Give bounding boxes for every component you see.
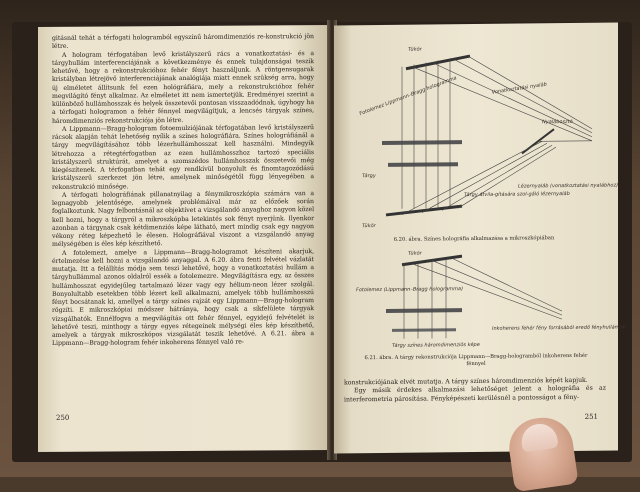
fig2-label: Tárgy színes háromdimenziós képe (392, 341, 480, 349)
page-number-right: 251 (584, 412, 598, 421)
paragraph: A fotolemezt, amelye a Lippmann—Bragg-hologramot készíteni akarjuk, értelmezése kell hozni a vizsgálandó anyaggal. A 6.20. ábra fenti felvétel vázlatát mutatja. Itt a felállítás módja sem teszi lehetővé, hogy a vonatkoztatási hullám a tárgyhullámmal azonos oldalról essék a fotolemezre. Megvilágításra egy, az összes hullámhosszat egyidejűleg tartalmazó lézer vagy egy hélium-neon lézer szolgál. Bonyolultabb esetekben több lézert kell alkalmazni, amelyek több hullámhosszú fényt bocsátanak ki, amellyel a tárgy színes rajzát egy Lippmann—Bragg-hologram rögzíti. E mikroszkópiai módszer hátránya, hogy csak a síkfelülete tárgyak vizsgálhatók. Ennélfogva a megvilágítás ott fehér fénnyel, egyidejű felvételét is lehetővé teszi, minthogy a tárgy egyes rétegeinek mélységi éles kép készíthető, amelyek a tárgyak mikroszkópos vizsgálatát teszik lehetővé. A 6.21. ábra a Lippmann—Bragg-hologram fehér inkoherens fénnyel való re- (52, 247, 314, 348)
fig2-label: Fotolemez (Lippmann–Bragg hologramma) (356, 286, 464, 294)
fig1-label: Tükör (362, 223, 376, 230)
fig1-label: Nyalábosztó (542, 118, 573, 126)
paragraph: gitásnál tehát a térfogati hologramból egyszínű háromdimenziós re-konstrukció jön létre. (52, 33, 314, 51)
figure-6-20 (342, 37, 619, 236)
page-number-left: 250 (56, 413, 70, 422)
fig1-label: Fotolemez Lippmann–Bragg hologramma (358, 75, 458, 118)
fig1-label: Tárgy átvila-gítására szol-gáló lézernyaláb (464, 191, 570, 199)
paragraph: konstrukciójának elvét mutatja. A tárgy színes háromdimenziós képét kapjuk. (344, 376, 588, 387)
figure-6-21 (342, 249, 626, 352)
fig1-label: Vonatkoztatási nyaláb (491, 81, 548, 96)
left-page-text (52, 33, 314, 348)
figure-caption: 6.21. ábra. A tárgy rekonstrukciója Lippmann—Bragg-hologramból inkoherens fehér fénnyel (364, 352, 588, 367)
left-page (38, 25, 331, 452)
paragraph: Egy másik érdekes alkalmazási lehetőséget jelent a holográfia és az interferometria párosítása. Fényképészeti kerülésnél a pontosságot a fény- (344, 384, 606, 403)
fig1-label: Lézernyaláb (vonatkoztatási nyalábhoz) (518, 182, 619, 190)
fig2-label: Inkoherens fehér fény forrásából eredő fényhullámok (492, 324, 626, 332)
fig1-label: Tükör (408, 46, 422, 53)
holography-setup-diagram (342, 37, 619, 236)
reconstruction-diagram (342, 249, 626, 352)
paragraph: A hologram térfogatában levő kristályszerű rács a vonatkoztatási- és a tárgyhullám interferenciájának a következménye és ennek tulajdonságai teszik lehetővé, hogy a rekonstrukcióhoz fehér fényt használjunk. A röntgensugarak kristályban létrejövő interferenciájának analógiája miatt ennek szükség arra, hogy új elméletet állítsunk fel ezen hológráfiára, mely a rekonstrukcióhoz fehér megvilágító fényt alkalmaz. Az elméletet itt nem ismertetjük. Eredményei szerint a különböző hullámhosszak és helyek összetevői pontosan visszaadódnak, úgyhogy ha a térfogati hologramon a fehér fénnyel megvilágítjuk, a lencsés tárgyak színes, háromdimenziós rekonstrukciója jön létre. (52, 49, 314, 125)
paragraph: A Lippmann—Bragg-hologram fotoemulziójának térfogatában levő kristályszerű rácsok alapján tehát lehetőség nyílik a színes holográfiára. Színes holográfiánál a tárgy megvilágításához több lézerhullámhosszat kell használni. Mindegyik létrehozza a rétegtérfogatban az ezen hullámhosszhoz tartozó speciális kristályszerű struktúrát, amelyet a szomszédos hullámhosszak összetevői még kiegészítenek. A térfogatban tehát egy rendkívül bonyolult és finomtagozódású kristályszerű szerkezet jön létre, amelynek minőségétől függ lényegében a rekonstrukció minősége. (52, 123, 314, 191)
paragraph: A térfogati holográfiának pillanatnyilag a fénymikroszkópia számára van a legnagyobb jelentősége, amelynek problémáival már az előzőek során foglalkoztunk. Nagy felbontásnál az objektívet a vizsgálandó anyaghoz nagyon közel kell hozni, hogy a tárgyról a mikroszkópba letekintés sok fényt nyerjünk. Ilyenkor azonban a tárgynak csak kétdimenziós képe látható, mert mindig csak egy nagyon vékony réteg képezhető le élesen. Holográfiával viszont a vizsgálandó anyag mélységében is éles kép készíthető. (52, 189, 314, 249)
fig2-label: Tükör (408, 250, 422, 257)
figure-caption: 6.20. ábra. Színes holográfia alkalmazása a mikroszkópiában (393, 235, 555, 243)
right-page (334, 23, 626, 454)
right-page-text (344, 377, 606, 404)
fig1-label: Tárgy (362, 173, 376, 180)
